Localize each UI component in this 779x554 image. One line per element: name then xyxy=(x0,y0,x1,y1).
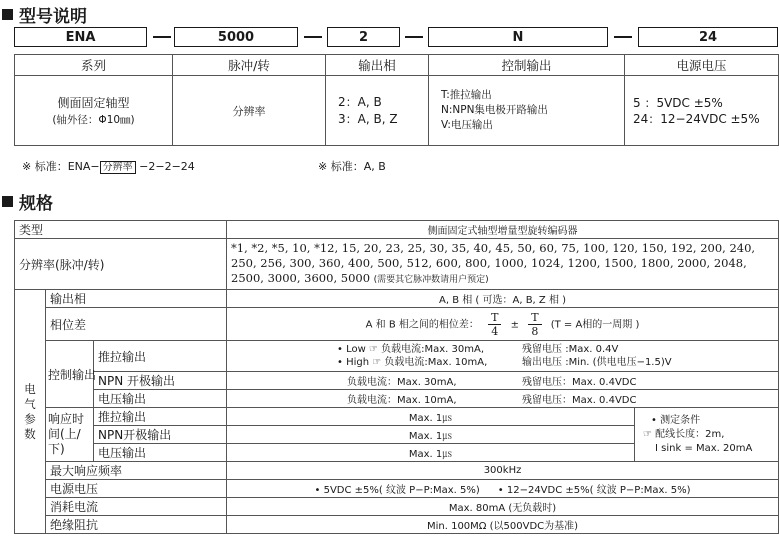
spec-type-label: 类型 xyxy=(15,221,227,239)
npn-residual: 残留电压：Max. 0.4VDC xyxy=(522,377,637,388)
square-bullet-icon xyxy=(2,9,13,20)
spec-section-heading xyxy=(2,189,53,214)
model-code-dash xyxy=(153,36,171,38)
spec-push-pull-value xyxy=(227,341,779,372)
note-suffix: −2−2−24 xyxy=(135,160,195,173)
model-control-cell xyxy=(429,76,625,146)
npn-load-current: 负载电流：Max. 30mA, xyxy=(347,377,457,388)
push-pull-high: • High ☞ 负载电流:Max. 10mA, xyxy=(337,357,488,368)
spec-section-title: 规格 xyxy=(19,194,53,214)
model-header-series: 系列 xyxy=(15,55,173,76)
spec-output-phase-label: 输出相 xyxy=(46,290,227,308)
spec-phase-diff-cell xyxy=(227,308,779,341)
phase-standard-note: ※ 标准：A, B xyxy=(318,160,386,173)
spec-insulation-value: Min. 100MΩ (以500VDC为基准) xyxy=(227,516,779,534)
spec-voltage-out-value xyxy=(227,390,779,408)
spec-table xyxy=(14,220,779,534)
spec-power-label: 电源电压 xyxy=(46,480,227,498)
push-pull-low: • Low ☞ 负载电流:Max. 30mA, xyxy=(337,344,484,355)
power-12-24v: • 12−24VDC ±5%( 纹波 P−P:Max. 5%) xyxy=(497,485,691,496)
spec-output-phase-value: A, B 相 ( 可选：A, B, Z 相 ) xyxy=(227,290,779,308)
model-control-option: V:电压输出 xyxy=(441,119,493,131)
spec-resolution-value: *1, *2, *5, 10, *12, 15, 20, 23, 25, 30, 35, 40, 45, 50, 60, 75, 100, 120, 150, 192, 200, 240, 250, 256, 300, 360, 400, 500, 512, 600, 800, 1000, 1024, 1200, 1500, 1800, 2000, 2048, 2500, 3000, 3600, 5000 xyxy=(231,240,756,285)
note-prefix: ※ 标准：ENA− xyxy=(22,160,100,173)
spec-voltage-out-label: 电压输出 xyxy=(94,390,227,408)
spec-electric-label xyxy=(15,290,46,534)
spec-response-v-value: Max. 1㎲ xyxy=(227,444,635,462)
spec-measure-condition xyxy=(635,408,779,462)
spec-current-value: Max. 80mA (无负载时) xyxy=(227,498,779,516)
model-phase-option: 2：A, B xyxy=(338,94,382,109)
spec-max-freq-label: 最大响应频率 xyxy=(46,462,227,480)
phase-diff-suffix: (T = A相的一周期 ) xyxy=(550,319,640,330)
electric-label-text: 电气参数 xyxy=(24,381,36,441)
spec-control-output-label: 控制输出 xyxy=(46,341,94,408)
phase-diff-prefix: A 和 B 相之间的相位差： xyxy=(365,319,479,330)
model-section-title: 型号说明 xyxy=(19,7,87,27)
fraction-numerator: T xyxy=(488,311,501,325)
fraction-numerator: T xyxy=(528,311,541,325)
model-code-series: ENA xyxy=(14,27,147,47)
spec-push-pull-label: 推拉输出 xyxy=(94,341,227,372)
spec-phase-diff-label: 相位差 xyxy=(46,308,227,341)
measure-title: • 测定条件 xyxy=(651,414,701,426)
measure-sink-current: I sink = Max. 20mA xyxy=(655,442,753,454)
spec-power-value xyxy=(227,480,779,498)
spec-type-value: 侧面固定式轴型增量型旋转编码器 xyxy=(227,221,779,239)
push-pull-high-output: 输出电压 :Min. (供电电压−1.5)V xyxy=(522,357,672,368)
spec-response-v-label: 电压输出 xyxy=(94,444,227,462)
fraction-denominator: 8 xyxy=(531,324,539,338)
spec-npn-label: NPN 开极输出 xyxy=(94,372,227,390)
model-voltage-option: 5 ：5VDC ±5% xyxy=(633,95,723,110)
spec-response-pp-value: Max. 1㎲ xyxy=(227,408,635,426)
spec-resolution-label: 分辨率(脉冲/转) xyxy=(15,239,227,290)
square-bullet-icon xyxy=(2,196,13,207)
phase-diff-plusminus: ± xyxy=(510,319,519,330)
model-section-heading xyxy=(2,2,87,27)
model-header-phase: 输出相 xyxy=(326,55,429,76)
push-pull-low-residual: 残留电压 :Max. 0.4V xyxy=(522,344,619,355)
model-code-phase: 2 xyxy=(327,27,400,47)
model-series-shaft: (轴外径：Φ10㎜) xyxy=(52,113,135,126)
model-code-dash xyxy=(614,36,632,38)
model-code-dash xyxy=(304,36,322,38)
model-code-control: N xyxy=(428,27,608,47)
spec-response-pp-label: 推拉输出 xyxy=(94,408,227,426)
measure-wire-length: ☞ 配线长度：2m, xyxy=(643,428,725,440)
spec-current-label: 消耗电流 xyxy=(46,498,227,516)
model-phase-option: 3：A, B, Z xyxy=(338,111,398,126)
model-header-pulse: 脉冲/转 xyxy=(173,55,326,76)
model-series-name: 侧面固定轴型 xyxy=(57,95,130,110)
model-voltage-cell xyxy=(625,76,779,146)
spec-npn-value xyxy=(227,372,779,390)
power-5v: • 5VDC ±5%( 纹波 P−P:Max. 5%) xyxy=(314,485,480,496)
voltage-out-residual: 残留电压：Max. 0.4VDC xyxy=(522,395,637,406)
spec-insulation-label: 绝缘阻抗 xyxy=(46,516,227,534)
spec-resolution-note: (需要其它脉冲数请用户预定) xyxy=(373,274,489,285)
model-phase-cell xyxy=(326,76,429,146)
model-standard-note xyxy=(22,158,195,174)
model-header-voltage: 电源电压 xyxy=(625,55,779,76)
model-control-option: N:NPN集电极开路输出 xyxy=(441,104,548,116)
phase-diff-fraction-2 xyxy=(528,311,541,338)
model-table xyxy=(14,54,779,146)
model-header-control: 控制输出 xyxy=(429,55,625,76)
voltage-out-load-current: 负载电流：Max. 10mA, xyxy=(347,395,457,406)
spec-response-npn-value: Max. 1㎲ xyxy=(227,426,635,444)
model-control-option: T:推拉输出 xyxy=(441,89,492,101)
spec-resolution-cell xyxy=(227,239,779,290)
spec-max-freq-value: 300kHz xyxy=(227,462,779,480)
fraction-denominator: 4 xyxy=(491,324,499,338)
model-series-cell xyxy=(15,76,173,146)
phase-diff-fraction-1 xyxy=(488,311,501,338)
model-pulse-cell: 分辨率 xyxy=(173,76,326,146)
spec-response-npn-label: NPN开极输出 xyxy=(94,426,227,444)
model-voltage-option: 24：12−24VDC ±5% xyxy=(633,111,760,126)
spec-response-label: 响应时间(上/下) xyxy=(46,408,94,462)
note-boxed-resolution: 分辨率 xyxy=(100,161,136,174)
model-code-voltage: 24 xyxy=(638,27,778,47)
model-code-pulse: 5000 xyxy=(174,27,298,47)
model-code-dash xyxy=(405,36,423,38)
